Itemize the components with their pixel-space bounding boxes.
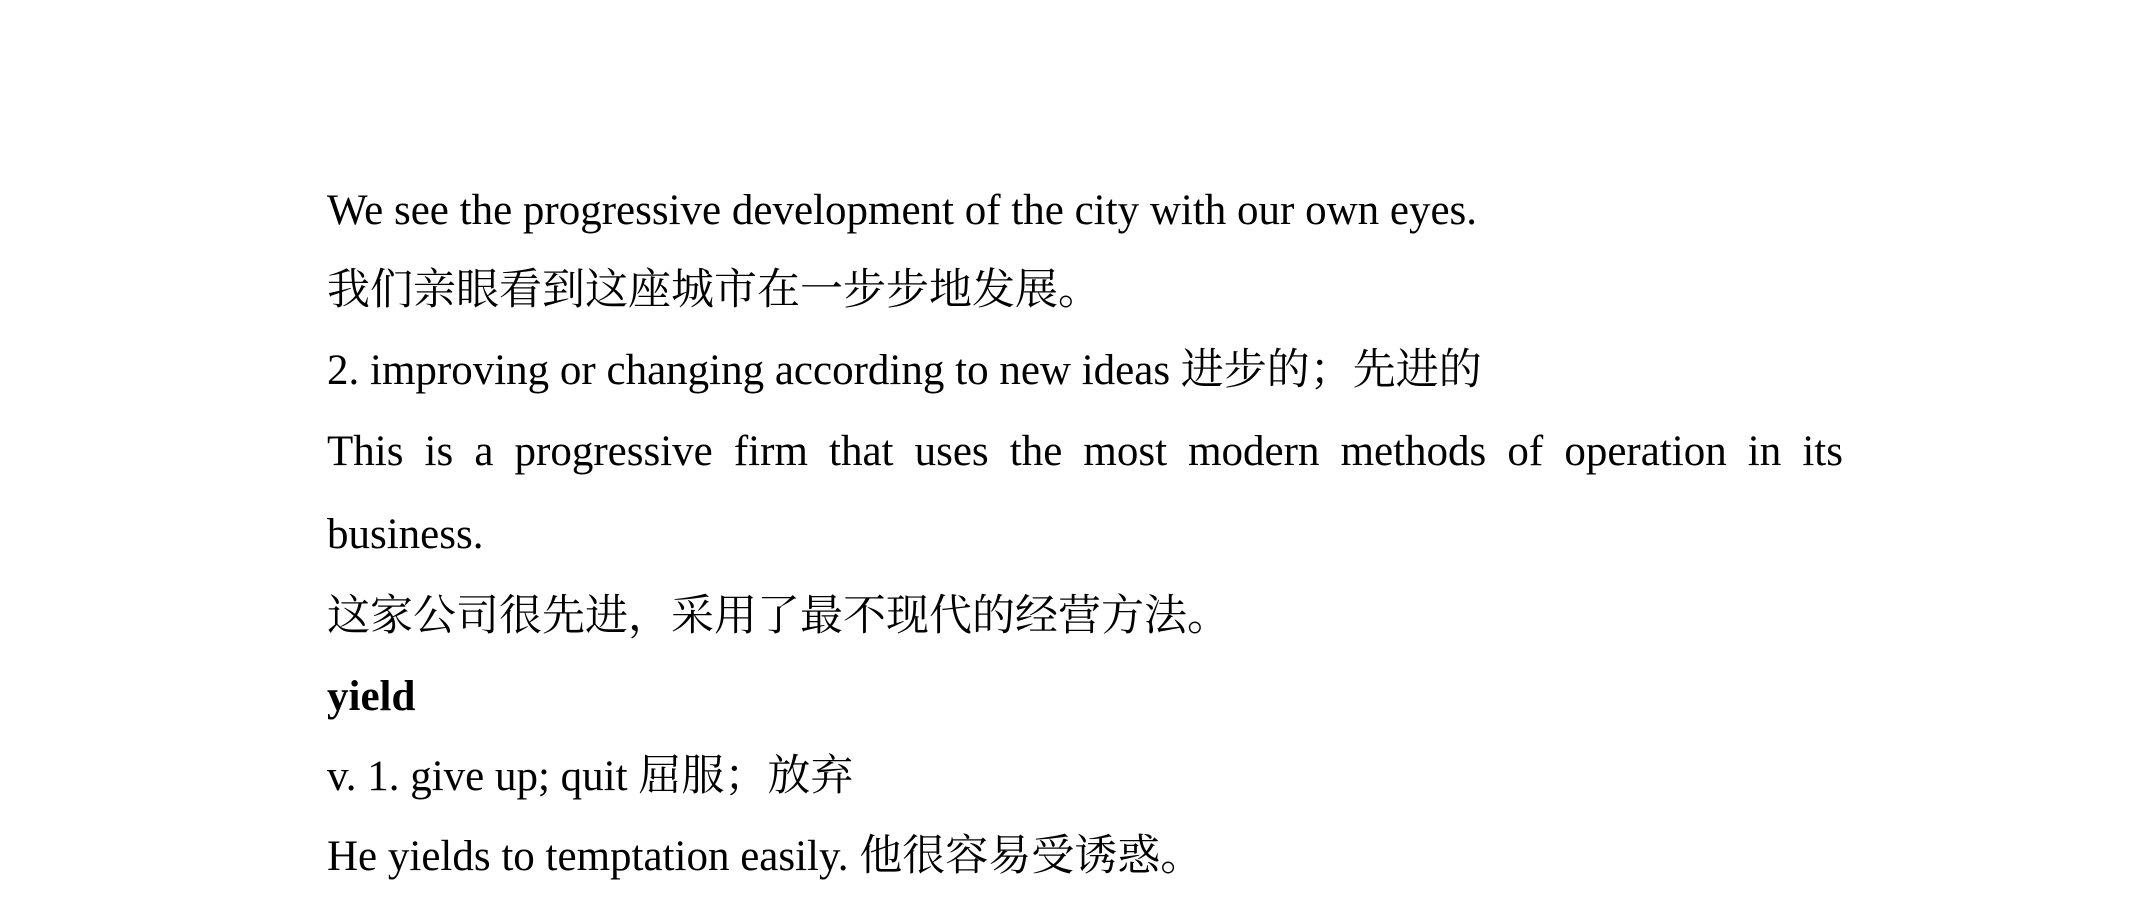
example-sentence-chinese: 这家公司很先进，采用了最不现代的经营方法。 xyxy=(327,593,1230,640)
example-sentence-english: This is a progressive firm that uses the most modern methods of operation in its xyxy=(327,428,1843,475)
example-sentence-bilingual: He yields to temptation easily. 他很容易受诱惑。 xyxy=(327,833,1204,880)
example-sentence-continuation: business. xyxy=(327,511,484,558)
headword: yield xyxy=(327,673,416,720)
example-sentence-chinese: 我们亲眼看到这座城市在一步步地发展。 xyxy=(327,267,1101,314)
example-sentence-english: We see the progressive development of the city with our own eyes. xyxy=(327,187,1478,234)
definition-line: v. 1. give up; quit 屈服；放弃 xyxy=(327,753,854,800)
definition-line: 2. improving or changing according to new ideas 进步的；先进的 xyxy=(327,347,1482,394)
